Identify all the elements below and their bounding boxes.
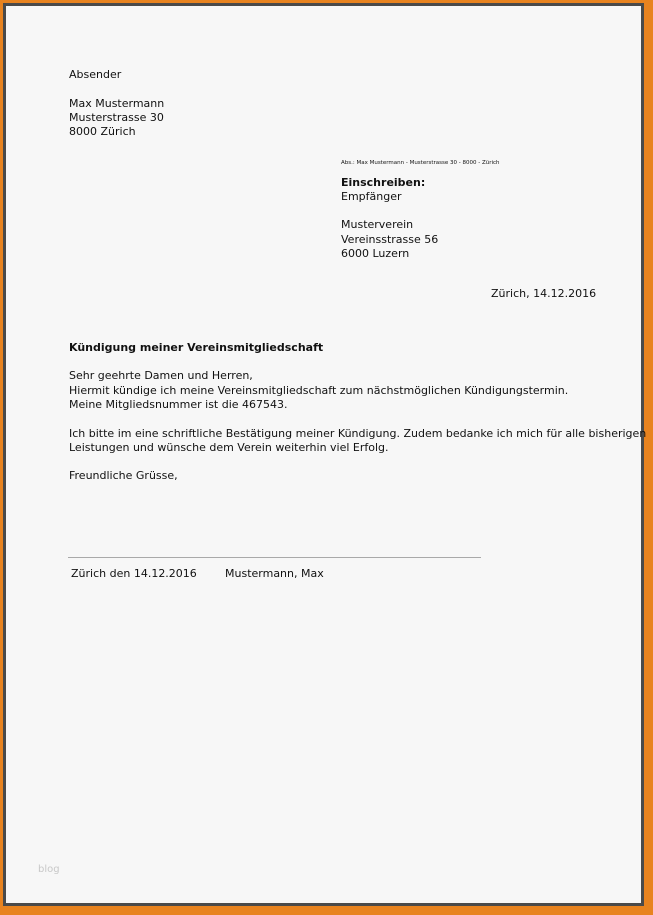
sender-heading: Absender: [69, 68, 122, 81]
recipient-label: Empfänger: [341, 190, 402, 203]
body-line: Leistungen und wünsche dem Verein weiterhin viel Erfolg.: [69, 441, 389, 454]
recipient-city: 6000 Luzern: [341, 247, 410, 260]
salutation: Sehr geehrte Damen und Herren,: [69, 369, 253, 382]
sender-name: Max Mustermann: [69, 97, 165, 110]
recipient-name: Musterverein: [341, 218, 414, 231]
closing: Freundliche Grüsse,: [69, 469, 178, 482]
signature-line: [68, 557, 481, 558]
sender-street: Musterstrasse 30: [69, 111, 164, 124]
body-line: Hiermit kündige ich meine Vereinsmitgliedschaft zum nächstmöglichen Kündigungstermin.: [69, 384, 569, 397]
delivery-type: Einschreiben:: [341, 176, 426, 189]
body-line: Ich bitte im eine schriftliche Bestätigung meiner Kündigung. Zudem bedanke ich mich für alle bisherigen: [69, 427, 647, 440]
signature-name: Mustermann, Max: [225, 567, 324, 580]
return-address: Abs.: Max Mustermann - Musterstrasse 30 - 8000 - Zürich: [341, 160, 500, 166]
watermark: blog: [38, 864, 60, 875]
recipient-street: Vereinsstrasse 56: [341, 233, 439, 246]
letter-date: Zürich, 14.12.2016: [491, 287, 597, 300]
sender-city: 8000 Zürich: [69, 125, 136, 138]
body-line: Meine Mitgliedsnummer ist die 467543.: [69, 398, 288, 411]
letter-subject: Kündigung meiner Vereinsmitgliedschaft: [69, 341, 324, 354]
signature-place-date: Zürich den 14.12.2016: [71, 567, 197, 580]
